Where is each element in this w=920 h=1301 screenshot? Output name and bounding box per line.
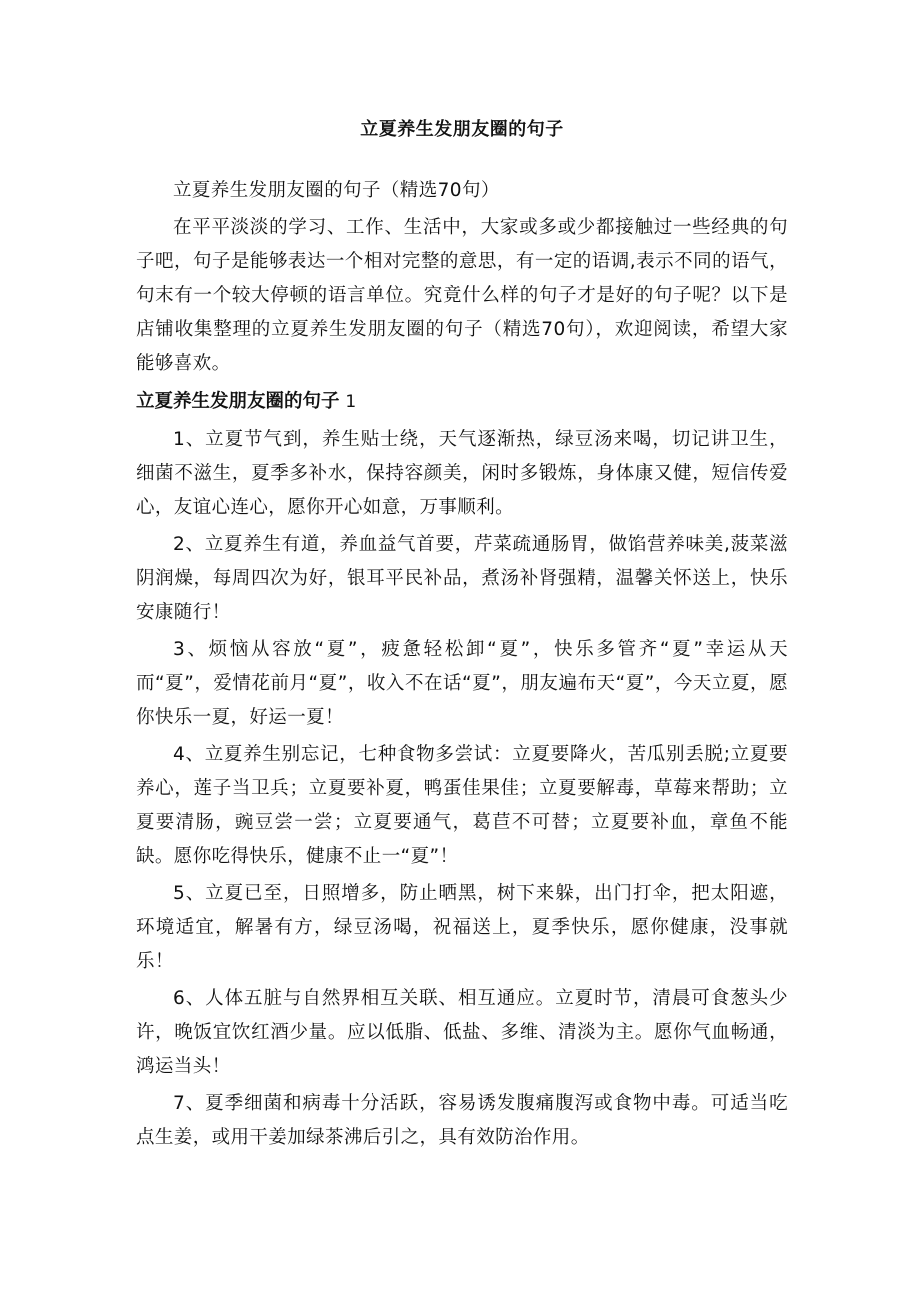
list-item: 2、立夏养生有道，养血益气首要，芹菜疏通肠胃，做馅营养味美,菠菜滋阴润燥，每周四次为好，银耳平民补品，煮汤补肾强精，温馨关怀送上，快乐安康随行！ xyxy=(136,534,788,623)
list-item: 3、烦恼从容放“夏”，疲惫轻松卸“夏”，快乐多管齐“夏”幸运从天而“夏”，爱情花前月“夏”，收入不在话“夏”，朋友遍布天“夏”，今天立夏，愿你快乐一夏，好运一夏！ xyxy=(136,639,788,728)
list-item: 1、立夏节气到，养生贴士绕，天气逐渐热，绿豆汤来喝，切记讲卫生，细菌不滋生，夏季多补水，保持容颜美，闲时多锻炼，身体康又健，短信传爱心，友谊心连心，愿你开心如意，万事顺利。 xyxy=(136,429,788,518)
list-item: 6、人体五脏与自然界相互关联、相互通应。立夏时节，清晨可食葱头少许，晚饭宜饮红酒少量。应以低脂、低盐、多维、清淡为主。愿你气血畅通，鸿运当头！ xyxy=(136,988,788,1077)
section-heading-label: 立夏养生发朋友圈的句子 xyxy=(136,391,340,412)
sentence-list xyxy=(136,423,788,1155)
list-item: 4、立夏养生别忘记，七种食物多尝试：立夏要降火，苦瓜别丢脱;立夏要养心，莲子当卫兵；立夏要补夏，鸭蛋佳果佳；立夏要解毒，草莓来帮助；立夏要清肠，豌豆尝一尝；立夏要通气，葛苣不可替；立夏要补血，章鱼不能缺。愿你吃得快乐，健康不止一“夏”！ xyxy=(136,744,788,867)
list-item: 7、夏季细菌和病毒十分活跃，容易诱发腹痛腹泻或食物中毒。可适当吃点生姜，或用干姜加绿茶沸后引之，具有效防治作用。 xyxy=(136,1093,788,1148)
list-item: 5、立夏已至，日照增多，防止晒黑，树下来躲，出门打伞，把太阳遮，环境适宜，解暑有方，绿豆汤喝，祝福送上，夏季快乐，愿你健康，没事就乐！ xyxy=(136,883,788,972)
intro-paragraph: 在平平淡淡的学习、工作、生活中，大家或多或少都接触过一些经典的句子吧，句子是能够表达一个相对完整的意思，有一定的语调,表示不同的语气，句末有一个较大停顿的语言单位。究竟什么样的句子才是好的句子呢？以下是店铺收集整理的立夏养生发朋友圈的句子（精选70句），欢迎阅读，希望大家能够喜欢。 xyxy=(136,217,788,374)
document-subtitle: 立夏养生发朋友圈的句子（精选70句） xyxy=(173,180,500,201)
document-body xyxy=(136,112,788,1158)
document-title: 立夏养生发朋友圈的句子 xyxy=(360,119,564,140)
section-heading-number: 1 xyxy=(345,392,357,412)
section-heading xyxy=(136,385,788,419)
